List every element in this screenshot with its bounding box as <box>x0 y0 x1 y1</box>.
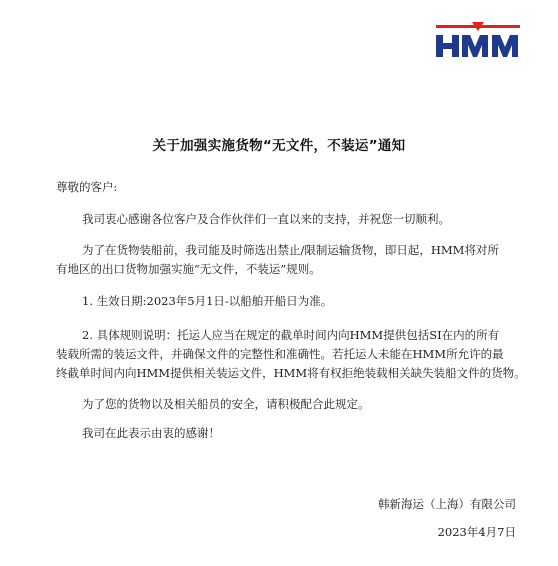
hmm-logo <box>436 22 520 60</box>
hmm-wordmark-icon <box>436 33 520 59</box>
item-rules-line2: 装载所需的装运文件，并确保文件的完整性和准确性。若托运人未能在HMM所允许的最 <box>56 347 504 361</box>
paragraph-closing: 我司在此表示由衷的感谢！ <box>82 426 220 440</box>
paragraph-policy-line1: 为了在货物装船前，我司能及时筛选出禁止/限制运输货物，即日起，HMM将对所 <box>82 243 499 257</box>
paragraph-safety: 为了您的货物以及相关船员的安全，请积极配合此规定。 <box>82 397 370 411</box>
logo-wordmark <box>436 32 520 60</box>
company-signature: 韩新海运（上海）有限公司 <box>378 497 516 511</box>
item-rules-line3: 终截单时间内向HMM提供相关装运文件，HMM将有权拒绝装载相关缺失装船文件的货物。 <box>56 366 526 380</box>
item-rules-line1: 2. 具体规则说明：托运人应当在规定的截单时间内向HMM提供包括SI在内的所有 <box>82 328 500 342</box>
logo-bar-icon <box>436 22 520 32</box>
item-effective-date: 1. 生效日期:2023年5月1日-以船舶开船日为准。 <box>82 294 333 308</box>
notice-title: 关于加强实施货物“无文件，不装运”通知 <box>152 138 406 154</box>
greeting: 尊敬的客户: <box>56 180 118 194</box>
notice-date: 2023年4月7日 <box>437 525 516 539</box>
paragraph-thanks: 我司衷心感谢各位客户及合作伙伴们一直以来的支持，并祝您一切顺利。 <box>82 212 450 226</box>
paragraph-policy-line2: 有地区的出口货物加强实施“无文件，不装运”规则。 <box>56 262 321 276</box>
